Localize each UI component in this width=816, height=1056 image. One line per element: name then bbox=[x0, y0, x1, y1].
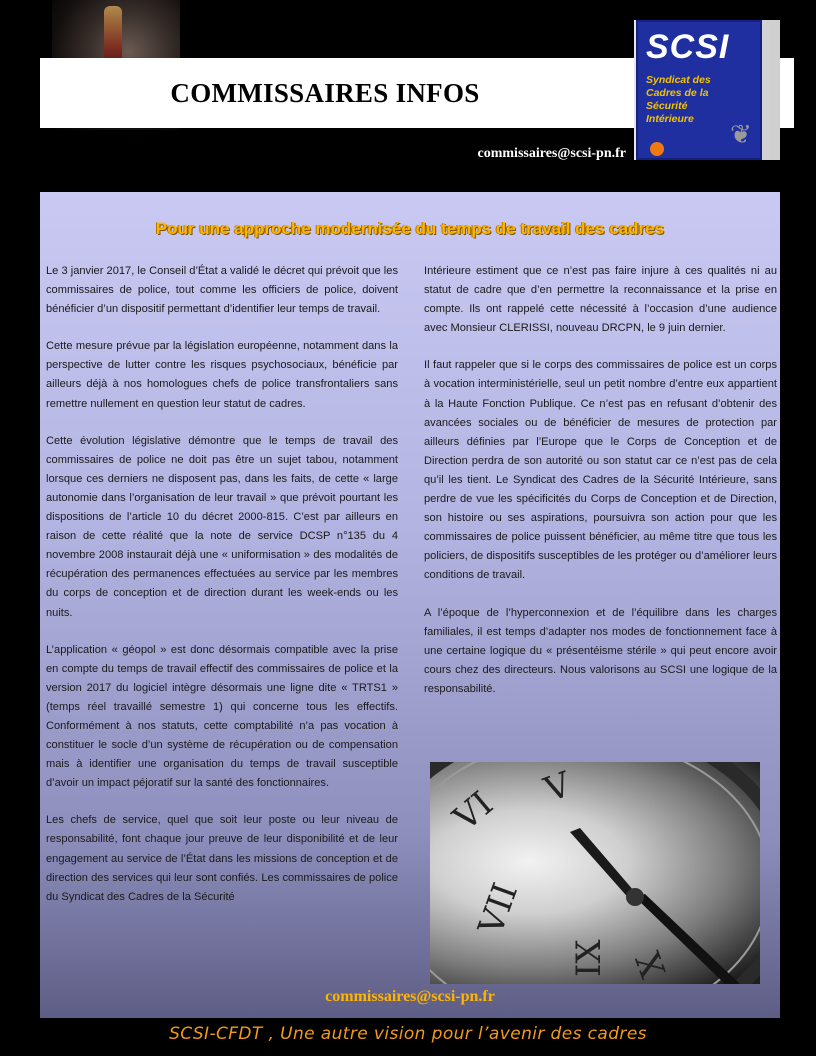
svg-text:VI: VI bbox=[446, 783, 501, 839]
scsi-logo bbox=[634, 20, 780, 160]
article-panel bbox=[40, 192, 780, 1018]
cfdt-badge-icon bbox=[650, 142, 664, 156]
paragraph: Il faut rappeler que si le corps des commissaires de police est un corps à vocation interministérielle, seul un petit nombre d’entre eux appartient à la Haute Fonction Publique. Ce n’est pas en refusant d’obtenir des avancées sociales ou de bénéficier de mesures de protection par ailleurs définies par l’Europe que le Corps de Conception et de Direction perdra de son autorité ou son statut car ce n’est pas de cela qu’il les tient. Le Syndicat des Cadres de la Sécurité Intérieure, sans perdre de vue les spécificités du Corps de Conception et de Direction, son histoire ou ses aspirations, poursuivra son action pour que les commissaires de police puissent bénéficier, au même titre que tous les policiers, de dispositifs susceptibles de les protéger ou d’améliorer leurs conditions de travail. bbox=[424, 359, 777, 582]
laurel-icon: ❦ bbox=[730, 119, 752, 149]
logo-name-line: Cadres de la bbox=[646, 87, 709, 99]
footer-email: commissaires@scsi-pn.fr bbox=[325, 988, 495, 1005]
paragraph: Le 3 janvier 2017, le Conseil d’État a validé le décret qui prévoit que les commissaires de police, tout comme les officiers de police, doivent bénéficier d’un dispositif permettant d’identifier leur temps de travail. bbox=[46, 265, 398, 316]
svg-text:VII: VII bbox=[470, 878, 527, 941]
clock-photo bbox=[430, 762, 760, 984]
footer-slogan: SCSI-CFDT , Une autre vision pour l’avenir des cadres bbox=[169, 1024, 647, 1044]
header-email: commissaires@scsi-pn.fr bbox=[477, 146, 626, 161]
svg-text:IX: IX bbox=[569, 939, 609, 977]
paragraph: Cette mesure prévue par la législation européenne, notamment dans la perspective de lutter contre les risques psychosociaux, bénéficie par ailleurs déjà à nos homologues chefs de police transfrontaliers sans remettre nullement en question leur statut de cadres. bbox=[46, 340, 398, 410]
article-column-left bbox=[46, 262, 398, 925]
newsletter-title: COMMISSAIRES INFOS bbox=[170, 78, 480, 108]
clock-icon bbox=[430, 762, 760, 984]
logo-name-line: Intérieure bbox=[646, 113, 694, 125]
logo-name bbox=[646, 74, 726, 126]
svg-text:V: V bbox=[539, 764, 577, 811]
logo-name-line: Syndicat des bbox=[646, 74, 711, 86]
paragraph: Cette évolution législative démontre que le temps de travail des commissaires de police ne doit pas être un sujet tabou, notamment lorsque ces derniers ne disposent pas, dans les faits, de cette « large autonomie dans l’organisation de leur travail » que prévoit pourtant les dispositions de l’article 10 du décret 2000-815. C’est par ailleurs en raison de cette réalité que la note de service DCSP n°135 du 4 novembre 2008 instaurait déjà une « uniformisation » des modalités de récupération des permanences effectuées au service par les membres du corps de conception et de direction durant les week-ends ou les nuits. bbox=[46, 434, 398, 619]
article-column-right bbox=[424, 262, 777, 717]
paragraph: Intérieure estiment que ce n’est pas faire injure à ces qualités ni au statut de cadre que d’en permettre la reconnaissance et la prise en compte. Ils ont rappelé cette nécessité à l’occasion d’une audience avec Monsieur CLERISSI, nouveau DRCPN, le 9 juin dernier. bbox=[424, 265, 777, 335]
article-title: Pour une approche modernisée du temps de travail des cadres bbox=[155, 219, 665, 238]
paragraph: A l’époque de l’hyperconnexion et de l’équilibre dans les charges familiales, il est temps d’adapter nos modes de fonctionnement face à une certaine logique du « présentéisme stérile » qui peut encore avoir cours chez des directeurs. Nous valorisons au SCSI une logique de la responsabilité. bbox=[424, 606, 777, 695]
svg-text:X: X bbox=[628, 946, 675, 983]
paragraph: Les chefs de service, quel que soit leur poste ou leur niveau de responsabilité, font chaque jour preuve de leur disponibilité et de leur engagement au service de l’État dans les missions de conception et de direction des services qui leur sont confiés. Les commissaires de police du Syndicat des Cadres de la Sécurité bbox=[46, 814, 398, 903]
logo-acronym: SCSI bbox=[646, 28, 730, 66]
logo-name-line: Sécurité bbox=[646, 100, 688, 112]
paragraph: L’application « géopol » est donc désormais compatible avec la prise en compte du temps de travail effectif des commissaires de police et la version 2017 du logiciel intègre désormais une ligne dite « TRTS1 » (temps réel travaillé semestre 1) qui concerne tous les effectifs. Conformément à nos statuts, cette comptabilité n’a pas vocation à constituer le socle d’un système de récupération ou de compensation mais à identifier une organisation du temps de travail susceptible d’avoir un impact péjoratif sur la santé des fonctionnaires. bbox=[46, 643, 398, 790]
